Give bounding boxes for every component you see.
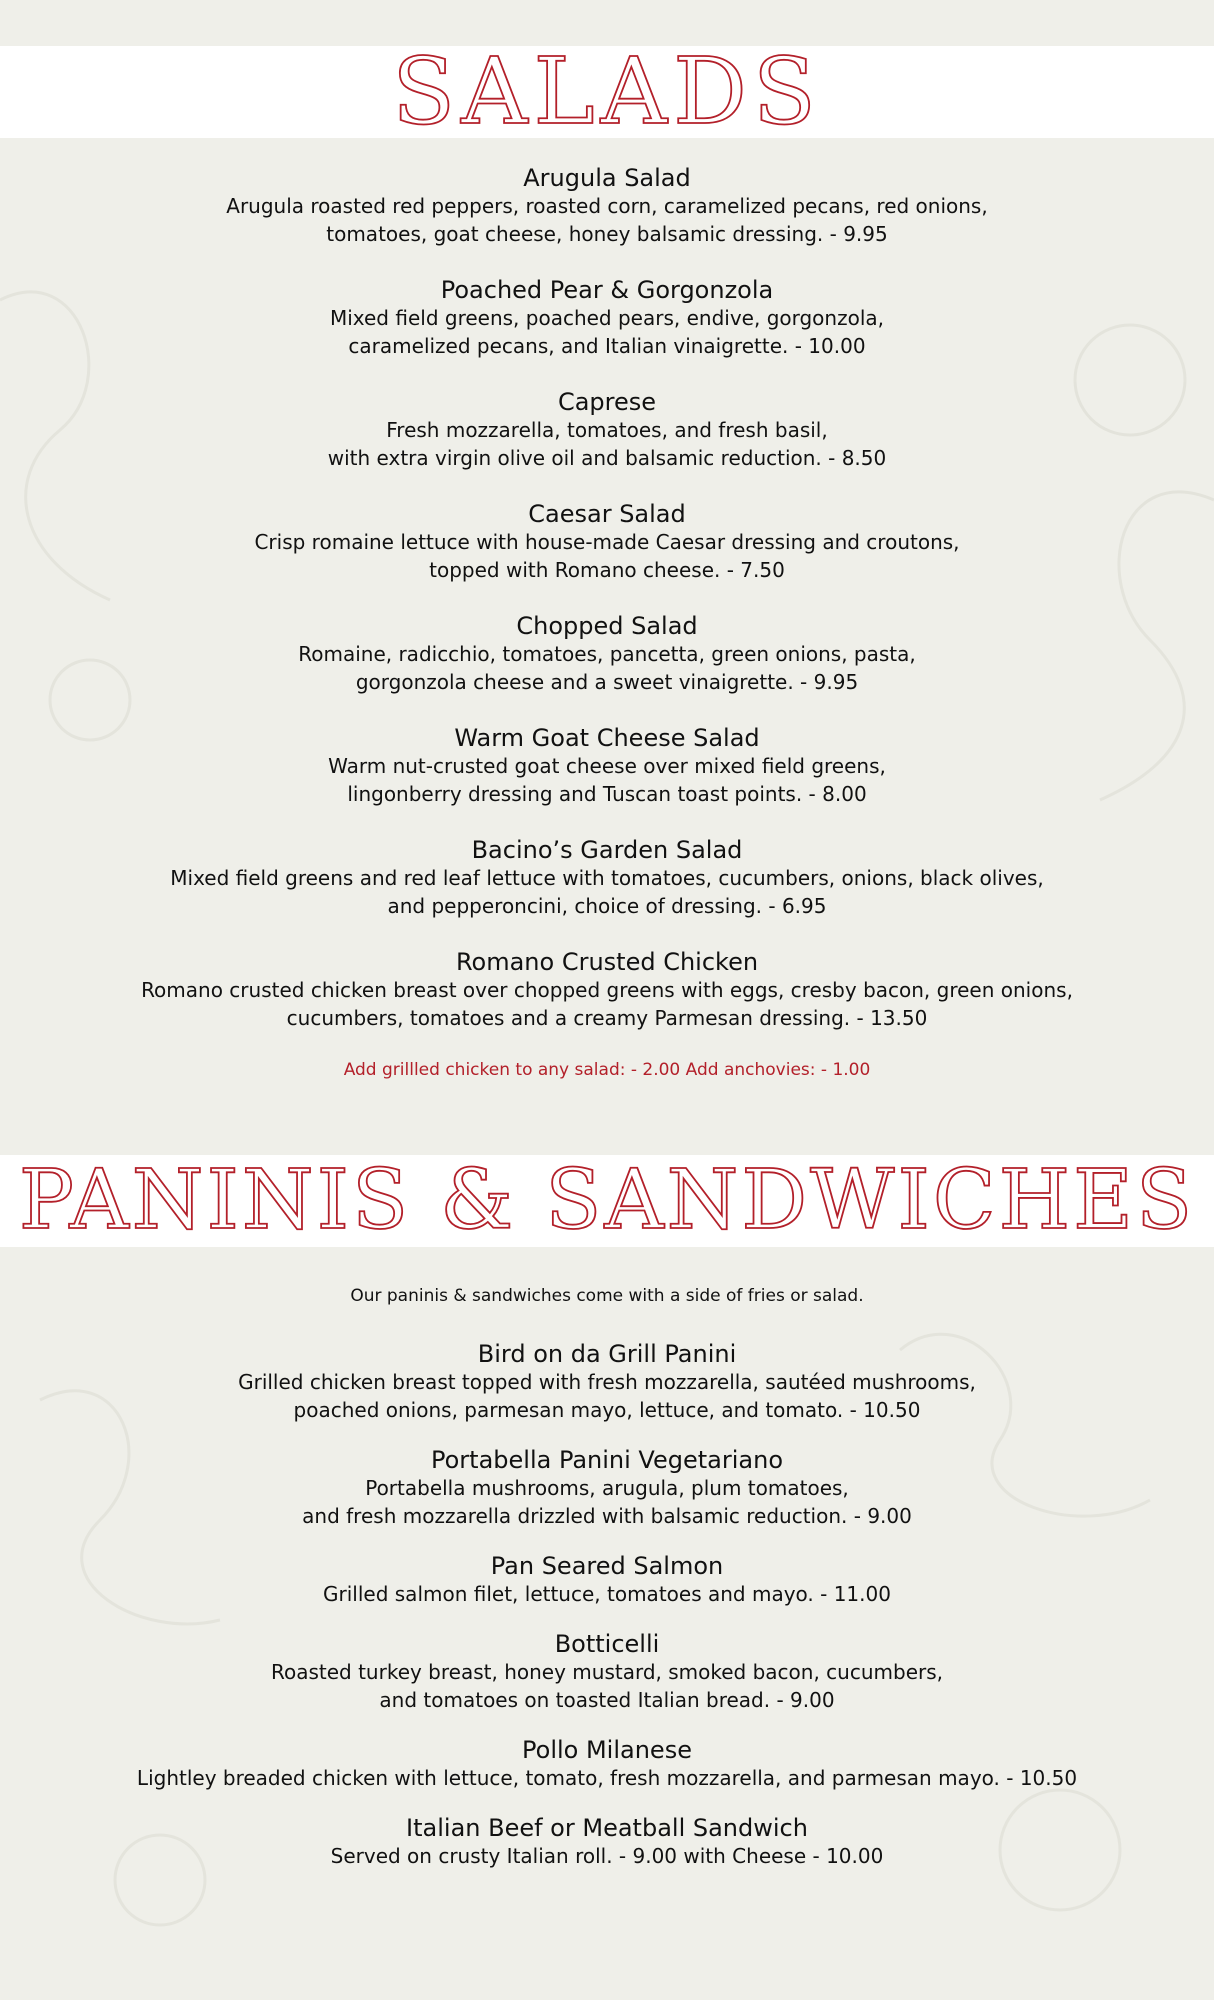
description-line: Romaine, radicchio, tomatoes, pancetta, green onions, pasta, — [298, 642, 916, 666]
description-line: Grilled chicken breast topped with fresh mozzarella, sautéed mushrooms, — [238, 1370, 976, 1394]
panini-intro: Our paninis & sandwiches come with a side of fries or salad. — [350, 1286, 864, 1306]
salads-section — [0, 164, 1214, 1082]
item-name: Romano Crusted Chicken — [455, 948, 759, 976]
menu-item — [0, 948, 1214, 1032]
description-line: cucumbers, tomatoes and a creamy Parmesan dressing. - 13.50 — [286, 1006, 928, 1030]
panini-section — [0, 1284, 1214, 1892]
description-line: Lightley breaded chicken with lettuce, tomato, fresh mozzarella, and parmesan mayo. - 10.50 — [136, 1766, 1078, 1790]
description-line: Romano crusted chicken breast over chopped greens with eggs, cresby bacon, green onions, — [141, 978, 1073, 1002]
menu-item — [0, 1552, 1214, 1608]
description-line: and tomatoes on toasted Italian bread. - 9.00 — [379, 1688, 835, 1712]
item-name: Caesar Salad — [528, 500, 686, 528]
item-description — [0, 1842, 1214, 1870]
menu-item — [0, 164, 1214, 248]
item-name: Botticelli — [554, 1630, 660, 1658]
item-description — [0, 304, 1214, 360]
description-line: and pepperoncini, choice of dressing. - 6.95 — [387, 894, 827, 918]
item-name: Bird on da Grill Panini — [477, 1340, 737, 1368]
panini-banner — [0, 1155, 1214, 1247]
item-name: Poached Pear & Gorgonzola — [440, 276, 774, 304]
item-name: Chopped Salad — [516, 612, 698, 640]
menu-item — [0, 1736, 1214, 1792]
panini-title: PANINIS & SANDWICHES — [18, 1153, 1196, 1248]
menu-item — [0, 388, 1214, 472]
description-line: gorgonzola cheese and a sweet vinaigrette. - 9.95 — [355, 670, 859, 694]
description-line: Served on crusty Italian roll. - 9.00 with Cheese - 10.00 — [330, 1844, 884, 1868]
description-line: Portabella mushrooms, arugula, plum tomatoes, — [365, 1476, 849, 1500]
menu-item — [0, 500, 1214, 584]
item-description — [0, 640, 1214, 696]
salad-addons-note: Add grillled chicken to any salad: - 2.00 Add anchovies: - 1.00 — [343, 1060, 871, 1080]
description-line: Roasted turkey breast, honey mustard, smoked bacon, cucumbers, — [270, 1660, 944, 1684]
description-line: tomatoes, goat cheese, honey balsamic dressing. - 9.95 — [326, 222, 888, 246]
item-description — [0, 864, 1214, 920]
menu-item — [0, 724, 1214, 808]
item-name: Caprese — [557, 388, 657, 416]
item-description — [0, 416, 1214, 472]
description-line: Mixed field greens, poached pears, endive, gorgonzola, — [329, 306, 885, 330]
item-description — [0, 752, 1214, 808]
menu-item — [0, 1630, 1214, 1714]
description-line: Grilled salmon filet, lettuce, tomatoes and mayo. - 11.00 — [323, 1582, 891, 1606]
description-line: and fresh mozzarella drizzled with balsamic reduction. - 9.00 — [302, 1504, 912, 1528]
description-line: Fresh mozzarella, tomatoes, and fresh basil, — [386, 418, 828, 442]
salads-title: SALADS — [392, 38, 822, 145]
item-name: Warm Goat Cheese Salad — [454, 724, 760, 752]
item-description — [0, 1658, 1214, 1714]
description-line: Warm nut-crusted goat cheese over mixed field greens, — [328, 754, 886, 778]
description-line: topped with Romano cheese. - 7.50 — [429, 558, 785, 582]
menu-item — [0, 1446, 1214, 1530]
item-description — [0, 976, 1214, 1032]
description-line: with extra virgin olive oil and balsamic reduction. - 8.50 — [327, 446, 887, 470]
item-description — [0, 1580, 1214, 1608]
item-description — [0, 1368, 1214, 1424]
description-line: Crisp romaine lettuce with house-made Caesar dressing and croutons, — [254, 530, 960, 554]
item-description — [0, 528, 1214, 584]
item-description — [0, 1474, 1214, 1530]
menu-item — [0, 836, 1214, 920]
item-name: Pan Seared Salmon — [490, 1552, 724, 1580]
description-line: poached onions, parmesan mayo, lettuce, and tomato. - 10.50 — [293, 1398, 921, 1422]
item-name: Pollo Milanese — [522, 1736, 692, 1764]
item-name: Italian Beef or Meatball Sandwich — [406, 1814, 808, 1842]
item-name: Arugula Salad — [523, 164, 691, 192]
salads-banner — [0, 38, 1214, 145]
menu-item — [0, 1814, 1214, 1870]
description-line: Mixed field greens and red leaf lettuce with tomatoes, cucumbers, onions, black olives, — [170, 866, 1044, 890]
item-name: Portabella Panini Vegetariano — [430, 1446, 784, 1474]
item-name: Bacino’s Garden Salad — [471, 836, 743, 864]
menu-item — [0, 1340, 1214, 1424]
description-line: caramelized pecans, and Italian vinaigrette. - 10.00 — [348, 334, 866, 358]
item-description — [0, 1764, 1214, 1792]
menu-item — [0, 612, 1214, 696]
description-line: lingonberry dressing and Tuscan toast points. - 8.00 — [347, 782, 867, 806]
description-line: Arugula roasted red peppers, roasted corn, caramelized pecans, red onions, — [226, 194, 988, 218]
menu-item — [0, 276, 1214, 360]
item-description — [0, 192, 1214, 248]
